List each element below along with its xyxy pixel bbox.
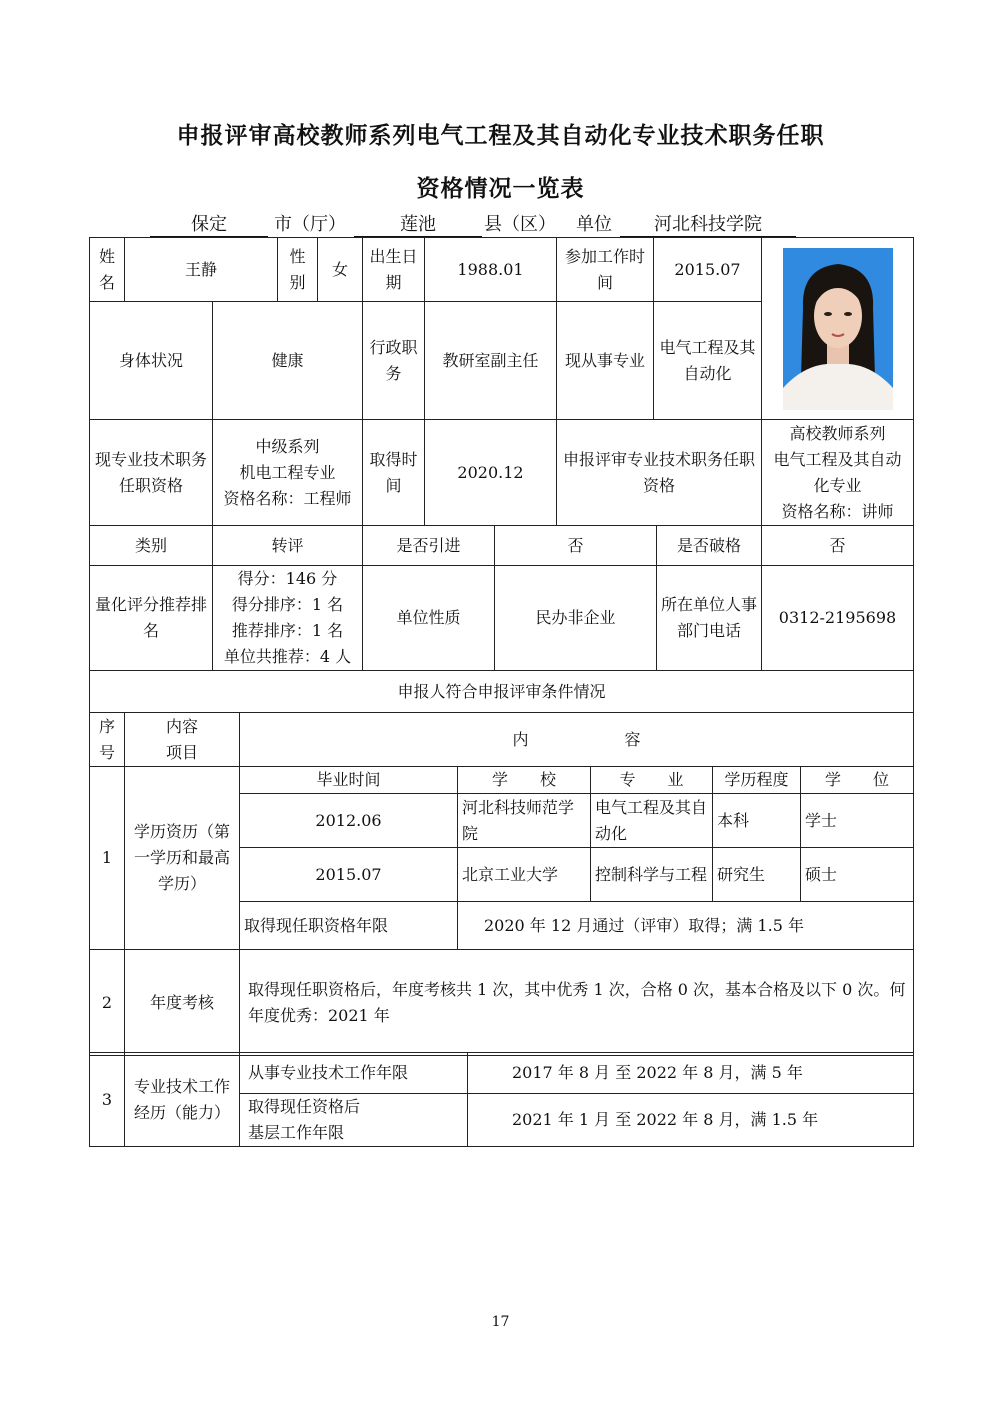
break-value: 否 [762, 526, 914, 566]
edu-header-degree: 学 位 [801, 767, 914, 794]
work-row1-value: 2017 年 8 月 至 2022 年 8 月，满 5 年 [468, 1053, 914, 1094]
work-item: 专业技术工作经历（能力） [125, 1053, 240, 1147]
edu-row2-school: 北京工业大学 [458, 848, 591, 902]
work-seq: 3 [90, 1053, 125, 1147]
score-label: 量化评分推荐排名 [90, 566, 213, 671]
work-start-value: 2015.07 [654, 238, 762, 302]
edu-years-value: 2020 年 12 月通过（评审）取得；满 1.5 年 [458, 902, 914, 950]
edu-header-school: 学 校 [458, 767, 591, 794]
category-value: 转评 [213, 526, 363, 566]
county-value: 莲池 [354, 210, 482, 237]
edu-row2-grad: 2015.07 [240, 848, 458, 902]
current-qual-label: 现专业技术职务任职资格 [90, 420, 213, 526]
edu-row1-level: 本科 [713, 794, 801, 848]
unit-nature-value: 民办非企业 [495, 566, 657, 671]
work-table [89, 1052, 914, 1147]
edu-row2-degree: 硕士 [801, 848, 914, 902]
edu-row2-level: 研究生 [713, 848, 801, 902]
category-label: 类别 [90, 526, 213, 566]
page-number: 17 [491, 1314, 510, 1330]
hr-phone-value: 0312-2195698 [762, 566, 914, 671]
obtain-value: 2020.12 [425, 420, 557, 526]
birth-label: 出生日期 [363, 238, 425, 302]
edu-years-label: 取得现任职资格年限 [240, 902, 458, 950]
edu-row2-major: 控制科学与工程 [591, 848, 713, 902]
edu-header-major: 专 业 [591, 767, 713, 794]
document-title-line1: 申报评审高校教师系列电气工程及其自动化专业技术职务任职 [176, 123, 825, 149]
category-table [89, 525, 914, 671]
unit-label: 单位 [576, 214, 612, 235]
seq-label: 序号 [90, 713, 125, 767]
work-start-label: 参加工作时间 [557, 238, 654, 302]
unit-value: 河北科技学院 [620, 210, 796, 237]
city-label: 市（厅） [274, 214, 346, 235]
annual-text: 取得现任职资格后，年度考核共 1 次，其中优秀 1 次，合格 0 次，基本合格及以下 0 次。何年度优秀：2021 年 [240, 950, 914, 1056]
document-title-line2: 资格情况一览表 [416, 176, 585, 202]
edu-row1-major: 电气工程及其自动化 [591, 794, 713, 848]
score-value: 得分：146 分 得分排序：1 名 推荐排序：1 名 单位共推荐：4 人 [213, 566, 363, 671]
admin-value: 教研室副主任 [425, 302, 557, 420]
work-row1-label: 从事专业技术工作年限 [240, 1053, 468, 1094]
edu-header-grad: 毕业时间 [240, 767, 458, 794]
city-value: 保定 [150, 210, 268, 237]
applicant-photo [783, 248, 893, 410]
admin-label: 行政职务 [363, 302, 425, 420]
annual-seq: 2 [90, 950, 125, 1056]
hr-phone-label: 所在单位人事部门电话 [657, 566, 762, 671]
photo-cell [762, 238, 914, 420]
content-label: 内 容 [240, 713, 914, 767]
edu-row1-school: 河北科技师范学院 [458, 794, 591, 848]
annual-item: 年度考核 [125, 950, 240, 1056]
import-label: 是否引进 [363, 526, 495, 566]
current-qual-value: 中级系列 机电工程专业 资格名称：工程师 [213, 420, 363, 526]
conditions-header: 申报人符合申报评审条件情况 [90, 671, 914, 713]
birth-value: 1988.01 [425, 238, 557, 302]
health-value: 健康 [213, 302, 363, 420]
apply-qual-label: 申报评审专业技术职务任职资格 [557, 420, 762, 526]
county-label: 县（区） [484, 214, 556, 235]
gender-label: 性别 [278, 238, 318, 302]
name-label: 姓名 [90, 238, 125, 302]
major-value: 电气工程及其自动化 [654, 302, 762, 420]
apply-qual-value: 高校教师系列 电气工程及其自动化专业 资格名称：讲师 [762, 420, 914, 526]
basic-info-table [89, 237, 914, 526]
edu-row1-degree: 学士 [801, 794, 914, 848]
import-value: 否 [495, 526, 657, 566]
conditions-table [89, 670, 914, 1056]
work-row2-label: 取得现任资格后 基层工作年限 [240, 1094, 468, 1147]
health-label: 身体状况 [90, 302, 213, 420]
work-row2-value: 2021 年 1 月 至 2022 年 8 月，满 1.5 年 [468, 1094, 914, 1147]
edu-item: 学历资历（第一学历和最高学历） [125, 767, 240, 950]
break-label: 是否破格 [657, 526, 762, 566]
edu-row1-grad: 2012.06 [240, 794, 458, 848]
item-label: 内容 项目 [125, 713, 240, 767]
edu-seq: 1 [90, 767, 125, 950]
obtain-label: 取得时间 [363, 420, 425, 526]
unit-nature-label: 单位性质 [363, 566, 495, 671]
name-value: 王静 [125, 238, 278, 302]
portrait-image [783, 248, 893, 410]
major-label: 现从事专业 [557, 302, 654, 420]
gender-value: 女 [318, 238, 363, 302]
edu-header-level: 学历程度 [713, 767, 801, 794]
